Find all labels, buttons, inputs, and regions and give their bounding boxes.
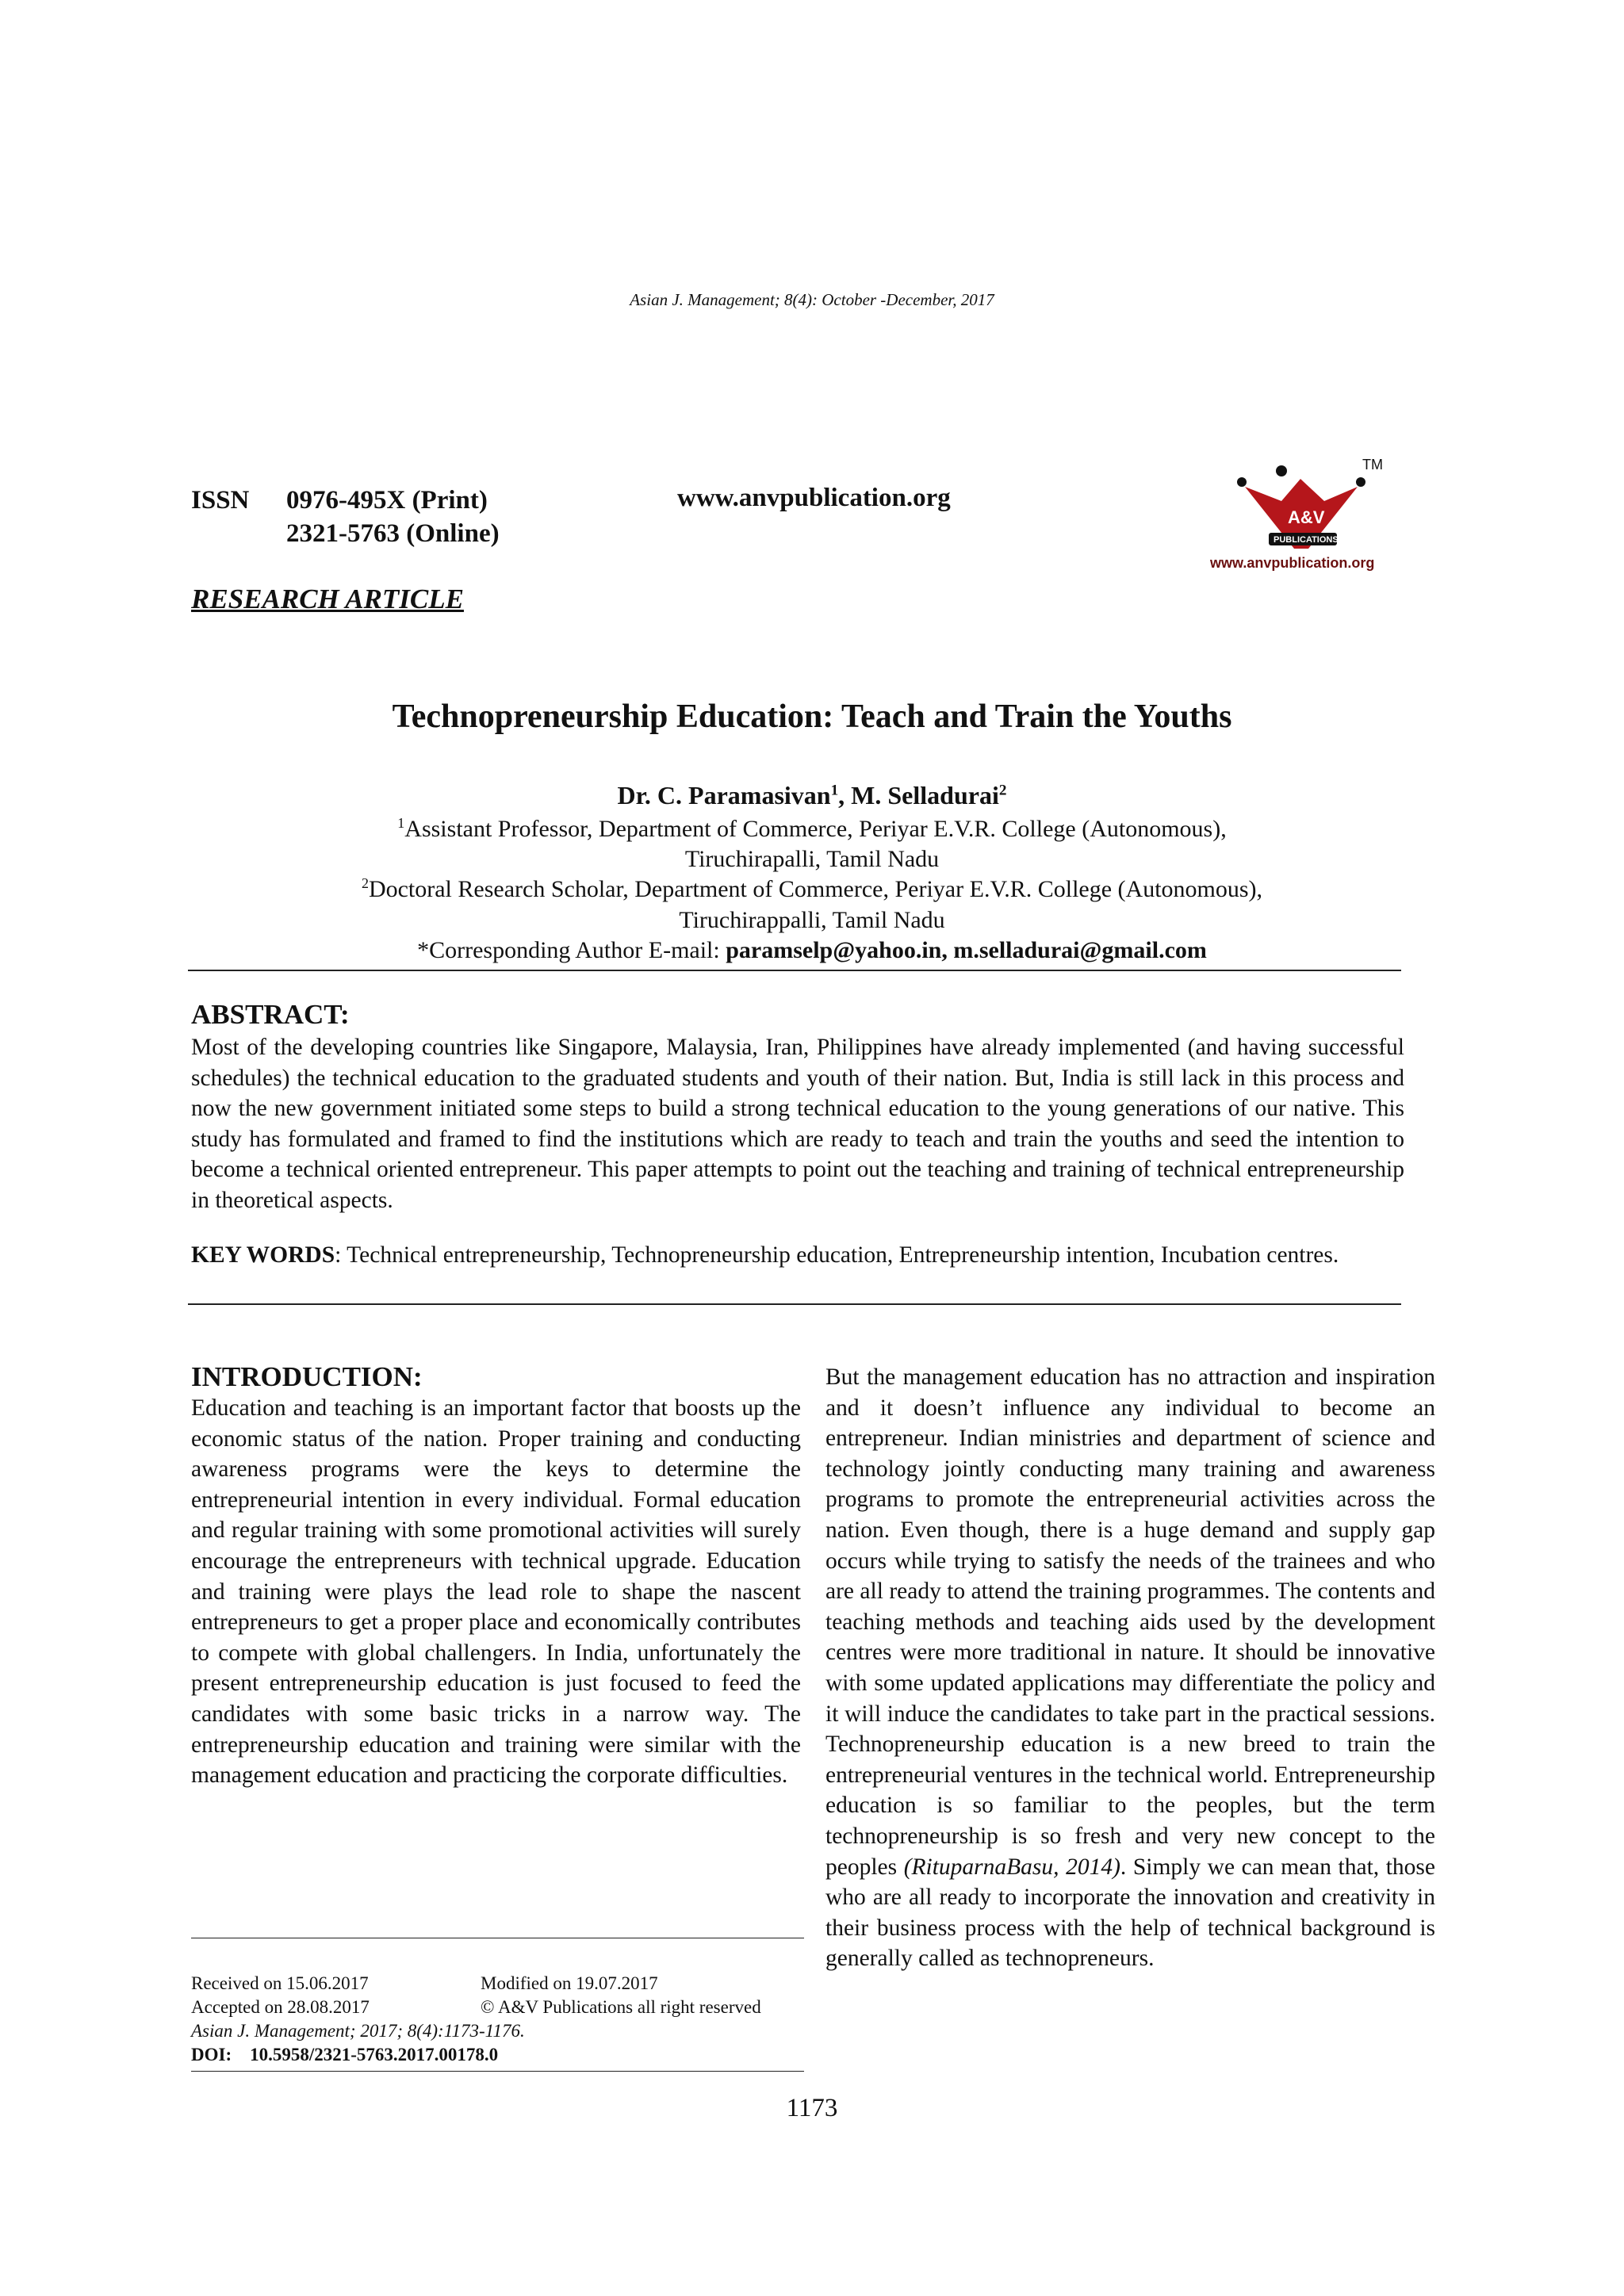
issn-block xyxy=(191,484,500,550)
keywords-label: KEY WORDS xyxy=(191,1242,335,1268)
intro-right-text-1: But the management education has no attraction and inspiration and it doesn’t influence any individual to become an entrepreneur. Indian ministries and department of science and technology jointly conducting many training and awareness programs to promote the entrepreneurial activities across the nation. Even though, there is a huge demand and supply gap occurs while trying to satisfy the needs of the trainees and who are all ready to attend the training programmes. The contents and teaching methods and teaching aids used by the development centres were more traditional in nature. It should be innovative with some updated applications may differentiate the policy and it will induce the candidates to take part in the practical sessions. Technopreneurship education is a new breed to train the entrepreneurial ventures in the technical world. Entrepreneurship education is so familiar to the peoples, but the term technopreneurship is so fresh and very new concept to the peoples xyxy=(825,1364,1435,1880)
paper-title: Technopreneurship Education: Teach and Train the Youths xyxy=(392,698,1232,735)
author-1: Dr. C. Paramasivan xyxy=(617,781,831,809)
keywords xyxy=(191,1240,1404,1271)
corr-emails[interactable]: paramselp@yahoo.in, m.selladurai@gmail.com xyxy=(726,937,1207,963)
affil-2-line-1: Doctoral Research Scholar, Department of Commerce, Periyar E.V.R. College (Autonomous), xyxy=(368,876,1263,902)
affiliation-2 xyxy=(0,876,1624,903)
footnote-bottom-rule xyxy=(191,2071,804,2072)
footnote-block xyxy=(191,1972,810,2067)
issn-online: 2321-5763 (Online) xyxy=(286,519,500,548)
logo-url: www.anvpublication.org xyxy=(1210,555,1375,571)
header-divider xyxy=(188,970,1401,971)
affil-1-line-1: Assistant Professor, Department of Commerce, Periyar E.V.R. College (Autonomous), xyxy=(404,816,1227,842)
issn-label: ISSN xyxy=(191,486,250,515)
received-date: Received on 15.06.2017 xyxy=(191,1973,369,1993)
accepted-date: Accepted on 28.08.2017 xyxy=(191,1997,370,2017)
affiliation-1 xyxy=(0,816,1624,843)
authors xyxy=(0,781,1624,810)
running-head: Asian J. Management; 8(4): October -December, 2017 xyxy=(630,290,994,309)
journal-citation: Asian J. Management; 2017; 8(4):1173-1176. xyxy=(191,2021,525,2041)
intro-right-column xyxy=(825,1362,1435,1974)
abstract-heading: ABSTRACT: xyxy=(191,999,350,1030)
keywords-text: : Technical entrepreneurship, Technopreneurship education, Entrepreneurship intention, Incubation centres. xyxy=(335,1242,1339,1268)
article-type: RESEARCH ARTICLE xyxy=(191,584,464,614)
author-2-sup: 2 xyxy=(998,782,1007,799)
doi-value[interactable]: 10.5958/2321-5763.2017.00178.0 xyxy=(250,2045,499,2064)
affil-2-line-2: Tiruchirappalli, Tamil Nadu xyxy=(679,907,945,933)
author-separator: , xyxy=(838,781,852,809)
svg-text:TM: TM xyxy=(1362,457,1383,473)
doi[interactable] xyxy=(191,2043,810,2067)
author-2: M. Selladurai xyxy=(851,781,999,809)
abstract-divider xyxy=(188,1303,1401,1305)
svg-text:A&V: A&V xyxy=(1288,507,1325,527)
citation: (RituparnaBasu, 2014) xyxy=(903,1854,1120,1880)
website-link[interactable]: www.anvpublication.org xyxy=(677,484,951,512)
modified-date: Modified on 19.07.2017 xyxy=(481,1973,658,1993)
abstract-text: Most of the developing countries like Singapore, Malaysia, Iran, Philippines have already implemented (and having successful schedules) the technical education to the graduated students and youth of their nation. But, India is still lack in this process and now the new government initiated some steps to build a strong technical education to the young generations of our native. This study has formulated and framed to find the institutions which are ready to teach and train the youths and seed the intention to become a technical oriented entrepreneur. This paper attempts to point out the teaching and training of technical entrepreneurship in theoretical aspects. xyxy=(191,1035,1404,1213)
author-1-sup: 1 xyxy=(830,782,839,799)
svg-text:PUBLICATIONS: PUBLICATIONS xyxy=(1274,535,1339,545)
doi-label: DOI: xyxy=(191,2045,232,2064)
copyright: © A&V Publications all right reserved xyxy=(481,1997,761,2017)
corresponding-author xyxy=(0,937,1624,964)
intro-right-text-2: . Simply we can mean that, those who are all ready to incorporate the innovation and creativity in their business process with the help of technical background is generally called as technopreneurs. xyxy=(825,1854,1436,1972)
introduction-heading: INTRODUCTION: xyxy=(191,1361,423,1392)
intro-left-column: Education and teaching is an important factor that boosts up the economic status of the nation. Proper training and conducting awareness programs were the keys to determine the entrepreneurial intention in every individual. Formal education and regular training with some promotional activities will surely encourage the entrepreneurs with technical upgrade. Education and training were plays the lead role to shape the nascent entrepreneurs to get a proper place and economically contributes to compete with global challengers. In India, unfortunately the present entrepreneurship education is just focused to feed the candidates with some basic tricks in a narrow way. The entrepreneurship education and training were similar with the management education and practicing the corporate difficulties. xyxy=(191,1395,801,1789)
corr-label: *Corresponding Author E-mail: xyxy=(417,937,720,963)
affil-1-line-2: Tiruchirapalli, Tamil Nadu xyxy=(684,846,940,872)
affil-1-sup: 1 xyxy=(397,815,405,831)
affil-2-sup: 2 xyxy=(361,875,369,891)
page-number: 1173 xyxy=(786,2094,838,2122)
issn-print: 0976-495X (Print) xyxy=(286,486,488,515)
